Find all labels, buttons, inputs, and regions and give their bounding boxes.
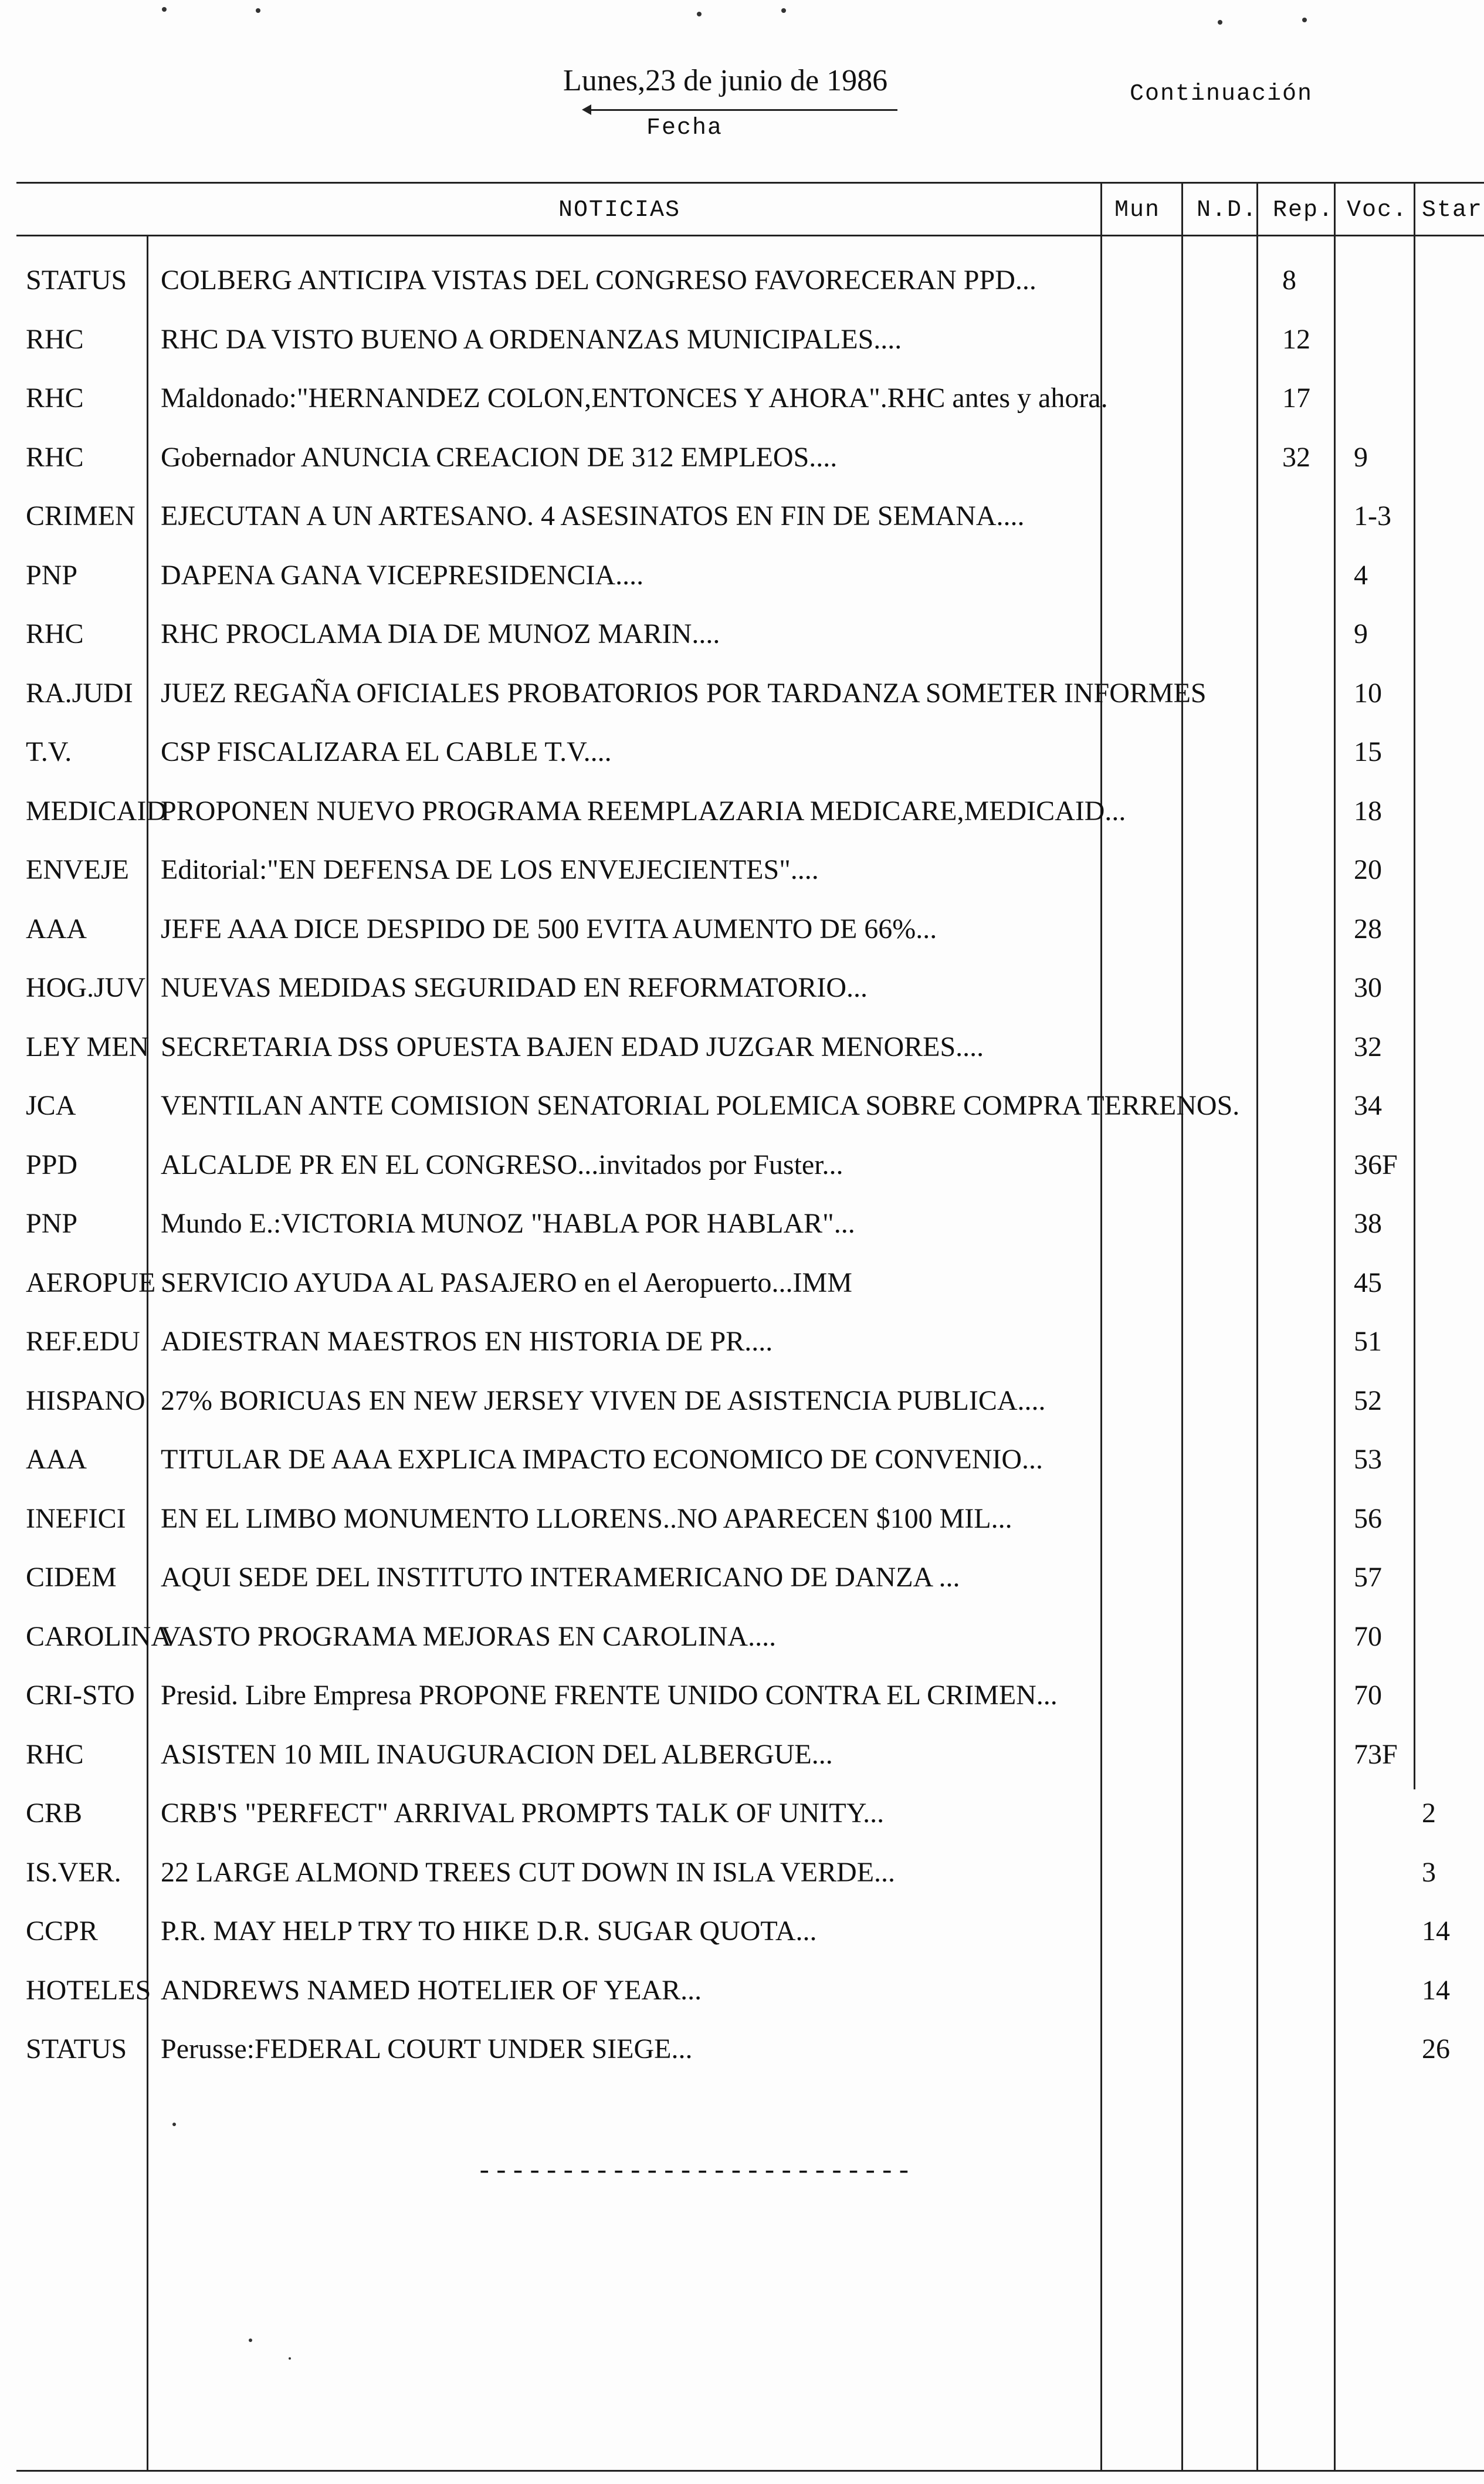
star-cell: 26 [1422, 2033, 1450, 2065]
category-cell: RHC [26, 1738, 84, 1770]
voc-cell: 57 [1354, 1562, 1382, 1593]
rep-cell: 12 [1282, 323, 1310, 355]
table-row [0, 1784, 1484, 1843]
category-cell: HOG.JUV [26, 972, 145, 1003]
rep-cell: 8 [1282, 265, 1296, 296]
table-row [0, 1372, 1484, 1430]
category-cell: IS.VER. [26, 1856, 121, 1888]
headline-cell: Gobernador ANUNCIA CREACION DE 312 EMPLEOS.... [161, 441, 838, 473]
table-row [0, 841, 1484, 899]
headline-cell: 27% BORICUAS EN NEW JERSEY VIVEN DE ASISTENCIA PUBLICA.... [161, 1385, 1046, 1416]
table-row [0, 1490, 1484, 1548]
category-cell: RHC [26, 441, 84, 473]
table-row [0, 1843, 1484, 1902]
table-row [0, 1961, 1484, 2020]
headline-cell: RHC PROCLAMA DIA DE MUNOZ MARIN.... [161, 618, 720, 649]
speck [781, 8, 786, 13]
voc-cell: 32 [1354, 1031, 1382, 1062]
speck [256, 8, 260, 13]
star-cell: 2 [1422, 1798, 1436, 1829]
voc-cell: 18 [1354, 795, 1382, 827]
headline-cell: NUEVAS MEDIDAS SEGURIDAD EN REFORMATORIO... [161, 972, 868, 1003]
headline-cell: CRB'S "PERFECT" ARRIVAL PROMPTS TALK OF UNITY... [161, 1798, 885, 1829]
star-cell: 3 [1422, 1856, 1436, 1888]
headline-cell: RHC DA VISTO BUENO A ORDENANZAS MUNICIPALES.... [161, 323, 902, 355]
headline-cell: Editorial:"EN DEFENSA DE LOS ENVEJECIENTES".... [161, 854, 819, 885]
category-cell: MEDICAID [26, 795, 167, 827]
headline-cell: P.R. MAY HELP TRY TO HIKE D.R. SUGAR QUOTA... [161, 1916, 817, 1947]
headline-cell: Maldonado:"HERNANDEZ COLON,ENTONCES Y AHORA".RHC antes y ahora. [161, 383, 1108, 414]
headline-cell: Perusse:FEDERAL COURT UNDER SIEGE... [161, 2033, 693, 2065]
headline-cell: CSP FISCALIZARA EL CABLE T.V.... [161, 736, 612, 767]
table-row [0, 1136, 1484, 1194]
table-row [0, 723, 1484, 781]
category-cell: JCA [26, 1090, 76, 1121]
voc-cell: 51 [1354, 1326, 1382, 1357]
voc-cell: 52 [1354, 1385, 1382, 1416]
table-row [0, 605, 1484, 664]
voc-cell: 38 [1354, 1208, 1382, 1239]
headline-cell: PROPONEN NUEVO PROGRAMA REEMPLAZARIA MEDICARE,MEDICAID... [161, 795, 1126, 827]
continuation-label: Continuación [1130, 81, 1313, 107]
voc-cell: 1-3 [1354, 500, 1391, 532]
table-row [0, 251, 1484, 310]
category-cell: CRI-STO [26, 1680, 135, 1711]
category-cell: STATUS [26, 265, 127, 296]
table-row [0, 1725, 1484, 1784]
header-star: Star [1422, 197, 1483, 224]
headline-cell: ALCALDE PR EN EL CONGRESO...invitados por Fuster... [161, 1149, 843, 1180]
headline-cell: 22 LARGE ALMOND TREES CUT DOWN IN ISLA VERDE... [161, 1856, 896, 1888]
speck [1218, 20, 1222, 25]
category-cell: PNP [26, 559, 78, 591]
table-row [0, 1018, 1484, 1077]
voc-cell: 28 [1354, 913, 1382, 945]
voc-cell: 73F [1354, 1738, 1398, 1770]
category-cell: CIDEM [26, 1562, 117, 1593]
headline-cell: VASTO PROGRAMA MEJORAS EN CAROLINA.... [161, 1620, 777, 1652]
voc-cell: 30 [1354, 972, 1382, 1003]
category-cell: CCPR [26, 1916, 98, 1947]
date-value: Lunes,23 de junio de 1986 [563, 64, 888, 97]
category-cell: INEFICI [26, 1502, 126, 1534]
table-row [0, 1077, 1484, 1135]
headline-cell: ADIESTRAN MAESTROS EN HISTORIA DE PR.... [161, 1326, 773, 1357]
category-cell: CRB [26, 1798, 83, 1829]
category-cell: AAA [26, 913, 87, 945]
voc-cell: 36F [1354, 1149, 1398, 1180]
header-voc: Voc. [1347, 197, 1408, 224]
table-row [0, 310, 1484, 369]
category-cell: RA.JUDI [26, 677, 133, 709]
date-label: Fecha [646, 115, 723, 141]
voc-cell: 10 [1354, 677, 1382, 709]
table-row [0, 1194, 1484, 1253]
footer-rule: -------------------------- [476, 2157, 913, 2187]
headline-cell: SERVICIO AYUDA AL PASAJERO en el Aeropuerto...IMM [161, 1267, 852, 1298]
header-nd: N.D. [1197, 197, 1258, 224]
category-cell: AEROPUE [26, 1267, 156, 1298]
headline-cell: TITULAR DE AAA EXPLICA IMPACTO ECONOMICO DE CONVENIO... [161, 1444, 1043, 1475]
voc-cell: 4 [1354, 559, 1368, 591]
category-cell: CAROLINA [26, 1620, 171, 1652]
table-row [0, 1608, 1484, 1666]
category-cell: ENVEJE [26, 854, 129, 885]
table-row [0, 428, 1484, 487]
table-row [0, 1430, 1484, 1489]
star-cell: 14 [1422, 1916, 1450, 1947]
headline-cell: VENTILAN ANTE COMISION SENATORIAL POLEMICA SOBRE COMPRA TERRENOS. [161, 1090, 1240, 1121]
table-row [0, 487, 1484, 546]
category-cell: LEY MEN [26, 1031, 150, 1062]
table-row [0, 900, 1484, 959]
speck [172, 2123, 176, 2126]
table-row [0, 664, 1484, 723]
category-cell: HOTELES [26, 1974, 151, 2006]
voc-cell: 70 [1354, 1620, 1382, 1652]
voc-cell: 53 [1354, 1444, 1382, 1475]
voc-cell: 15 [1354, 736, 1382, 767]
star-cell: 14 [1422, 1974, 1450, 2006]
speck [162, 7, 167, 12]
speck [697, 12, 702, 16]
table-row [0, 1548, 1484, 1607]
voc-cell: 45 [1354, 1267, 1382, 1298]
headline-cell: DAPENA GANA VICEPRESIDENCIA.... [161, 559, 644, 591]
headline-cell: EN EL LIMBO MONUMENTO LLORENS..NO APARECEN $100 MIL... [161, 1502, 1012, 1534]
table-row [0, 1666, 1484, 1725]
headline-cell: AQUI SEDE DEL INSTITUTO INTERAMERICANO DE DANZA ... [161, 1562, 960, 1593]
category-cell: REF.EDU [26, 1326, 140, 1357]
rep-cell: 17 [1282, 383, 1310, 414]
speck [289, 2357, 291, 2360]
table-row [0, 959, 1484, 1017]
category-cell: HISPANO [26, 1385, 145, 1416]
headline-cell: COLBERG ANTICIPA VISTAS DEL CONGRESO FAVORECERAN PPD... [161, 265, 1036, 296]
voc-cell: 70 [1354, 1680, 1382, 1711]
table-row [0, 1312, 1484, 1371]
rep-cell: 32 [1282, 441, 1310, 473]
table-row [0, 369, 1484, 428]
category-cell: CRIMEN [26, 500, 135, 532]
category-cell: PNP [26, 1208, 78, 1239]
category-cell: RHC [26, 618, 84, 649]
table-row [0, 546, 1484, 605]
table-row [0, 1254, 1484, 1312]
headline-cell: SECRETARIA DSS OPUESTA BAJEN EDAD JUZGAR MENORES.... [161, 1031, 984, 1062]
header-mun: Mun [1114, 197, 1161, 224]
category-cell: RHC [26, 323, 84, 355]
headline-cell: ASISTEN 10 MIL INAUGURACION DEL ALBERGUE... [161, 1738, 833, 1770]
headline-cell: Mundo E.:VICTORIA MUNOZ "HABLA POR HABLAR"... [161, 1208, 855, 1239]
category-cell: STATUS [26, 2033, 127, 2065]
table-row [0, 1902, 1484, 1961]
category-cell: PPD [26, 1149, 78, 1180]
table-row [0, 782, 1484, 841]
category-cell: RHC [26, 383, 84, 414]
category-cell: T.V. [26, 736, 72, 767]
header-noticias: NOTICIAS [558, 197, 681, 224]
speck [1302, 18, 1307, 22]
speck [249, 2339, 252, 2342]
voc-cell: 20 [1354, 854, 1382, 885]
headline-cell: ANDREWS NAMED HOTELIER OF YEAR... [161, 1974, 702, 2006]
category-cell: AAA [26, 1444, 87, 1475]
headline-cell: EJECUTAN A UN ARTESANO. 4 ASESINATOS EN FIN DE SEMANA.... [161, 500, 1025, 532]
voc-cell: 56 [1354, 1502, 1382, 1534]
voc-cell: 9 [1354, 441, 1368, 473]
table-row [0, 2020, 1484, 2079]
headline-cell: Presid. Libre Empresa PROPONE FRENTE UNIDO CONTRA EL CRIMEN... [161, 1680, 1058, 1711]
header-rep: Rep. [1273, 197, 1334, 224]
voc-cell: 34 [1354, 1090, 1382, 1121]
headline-cell: JUEZ REGAÑA OFICIALES PROBATORIOS POR TARDANZA SOMETER INFORMES [161, 677, 1207, 709]
headline-cell: JEFE AAA DICE DESPIDO DE 500 EVITA AUMENTO DE 66%... [161, 913, 937, 945]
voc-cell: 9 [1354, 618, 1368, 649]
